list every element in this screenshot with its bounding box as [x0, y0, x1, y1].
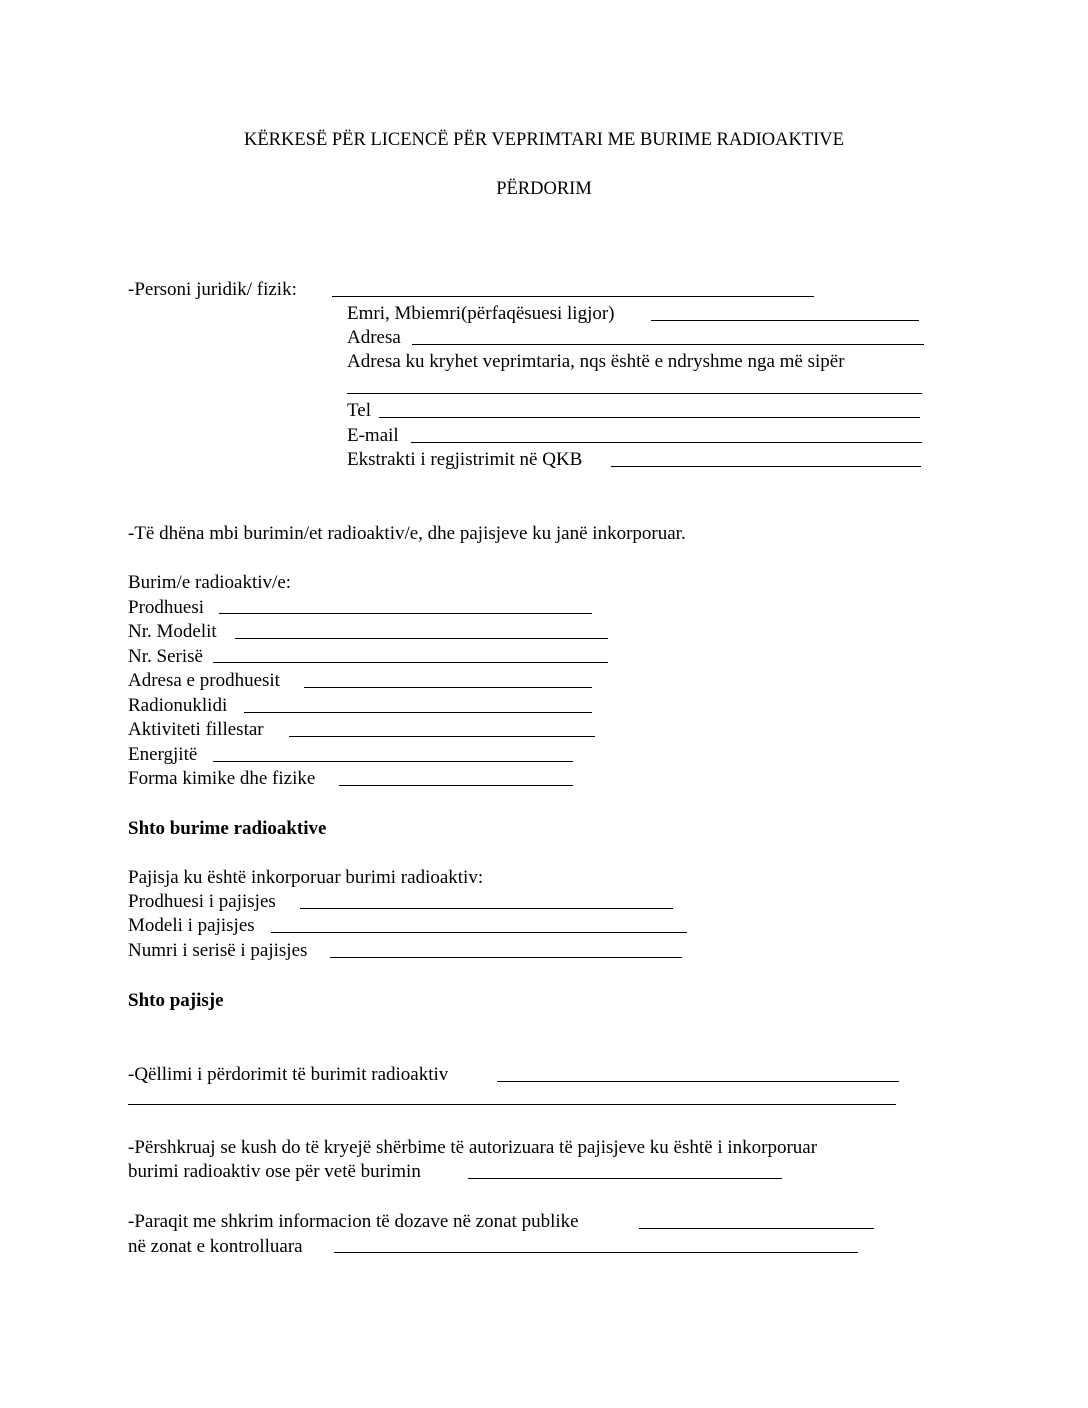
device-producer-label: Prodhuesi i pajisjes: [128, 891, 276, 912]
address-label: Adresa: [347, 327, 401, 348]
chemical-form-label: Forma kimike dhe fizike: [128, 768, 316, 789]
email-field[interactable]: [411, 442, 922, 443]
chemical-form-field[interactable]: [339, 785, 573, 786]
radionuclide-label: Radionuklidi: [128, 695, 228, 716]
applicant-heading: -Personi juridik/ fizik:: [128, 279, 297, 300]
purpose-label: -Qëllimi i përdorimit të burimit radioaktiv: [128, 1064, 449, 1085]
activity-address-field[interactable]: [347, 393, 922, 394]
device-heading: Pajisja ku është inkorporuar burimi radioaktiv:: [128, 867, 484, 888]
document-subtitle: PËRDORIM: [496, 179, 592, 199]
source-serial-field[interactable]: [213, 662, 608, 663]
doses-public-field[interactable]: [639, 1228, 874, 1229]
doses-controlled-field[interactable]: [334, 1252, 858, 1253]
initial-activity-field[interactable]: [289, 736, 595, 737]
producer-address-field[interactable]: [304, 687, 592, 688]
source-producer-field[interactable]: [219, 613, 592, 614]
source-model-label: Nr. Modelit: [128, 621, 217, 642]
service-text-line1: -Përshkruaj se kush do të kryejë shërbime të autorizuara të pajisjeve ku është i inkorporuar: [128, 1137, 818, 1158]
email-label: E-mail: [347, 425, 399, 446]
radionuclide-field[interactable]: [244, 712, 592, 713]
applicant-field[interactable]: [332, 296, 814, 297]
source-producer-label: Prodhuesi: [128, 597, 204, 618]
tel-label: Tel: [347, 400, 371, 421]
device-model-label: Modeli i pajisjes: [128, 915, 255, 936]
device-serial-field[interactable]: [330, 957, 682, 958]
initial-activity-label: Aktiviteti fillestar: [128, 719, 264, 740]
purpose-field[interactable]: [497, 1081, 899, 1082]
activity-address-label: Adresa ku kryhet veprimtaria, nqs është e ndryshme nga më sipër: [347, 351, 845, 372]
add-sources-link[interactable]: Shto burime radioaktive: [128, 818, 327, 839]
legal-rep-label: Emri, Mbiemri(përfaqësuesi ligjor): [347, 303, 615, 324]
doses-public-label: -Paraqit me shkrim informacion të dozave në zonat publike: [128, 1211, 579, 1232]
device-model-field[interactable]: [271, 932, 687, 933]
document-title: KËRKESË PËR LICENCË PËR VEPRIMTARI ME BURIME RADIOAKTIVE: [244, 130, 844, 150]
device-serial-label: Numri i serisë i pajisjes: [128, 940, 308, 961]
producer-address-label: Adresa e prodhuesit: [128, 670, 280, 691]
source-serial-label: Nr. Serisë: [128, 646, 203, 667]
energy-field[interactable]: [213, 761, 573, 762]
sources-heading: Burim/e radioaktiv/e:: [128, 572, 292, 593]
tel-field[interactable]: [379, 417, 920, 418]
qkb-field[interactable]: [611, 466, 921, 467]
doses-controlled-label: në zonat e kontrolluara: [128, 1236, 303, 1257]
legal-rep-field[interactable]: [651, 320, 919, 321]
energy-label: Energjitë: [128, 744, 198, 765]
service-text-line2: burimi radioaktiv ose për vetë burimin: [128, 1161, 421, 1182]
service-field[interactable]: [468, 1178, 782, 1179]
source-intro: -Të dhëna mbi burimin/et radioaktiv/e, dhe pajisjeve ku janë inkorporuar.: [128, 523, 686, 544]
add-device-link[interactable]: Shto pajisje: [128, 990, 224, 1011]
purpose-field-continued[interactable]: [128, 1104, 896, 1105]
source-model-field[interactable]: [235, 638, 608, 639]
device-producer-field[interactable]: [300, 908, 673, 909]
address-field[interactable]: [412, 344, 924, 345]
qkb-label: Ekstrakti i regjistrimit në QKB: [347, 449, 583, 470]
